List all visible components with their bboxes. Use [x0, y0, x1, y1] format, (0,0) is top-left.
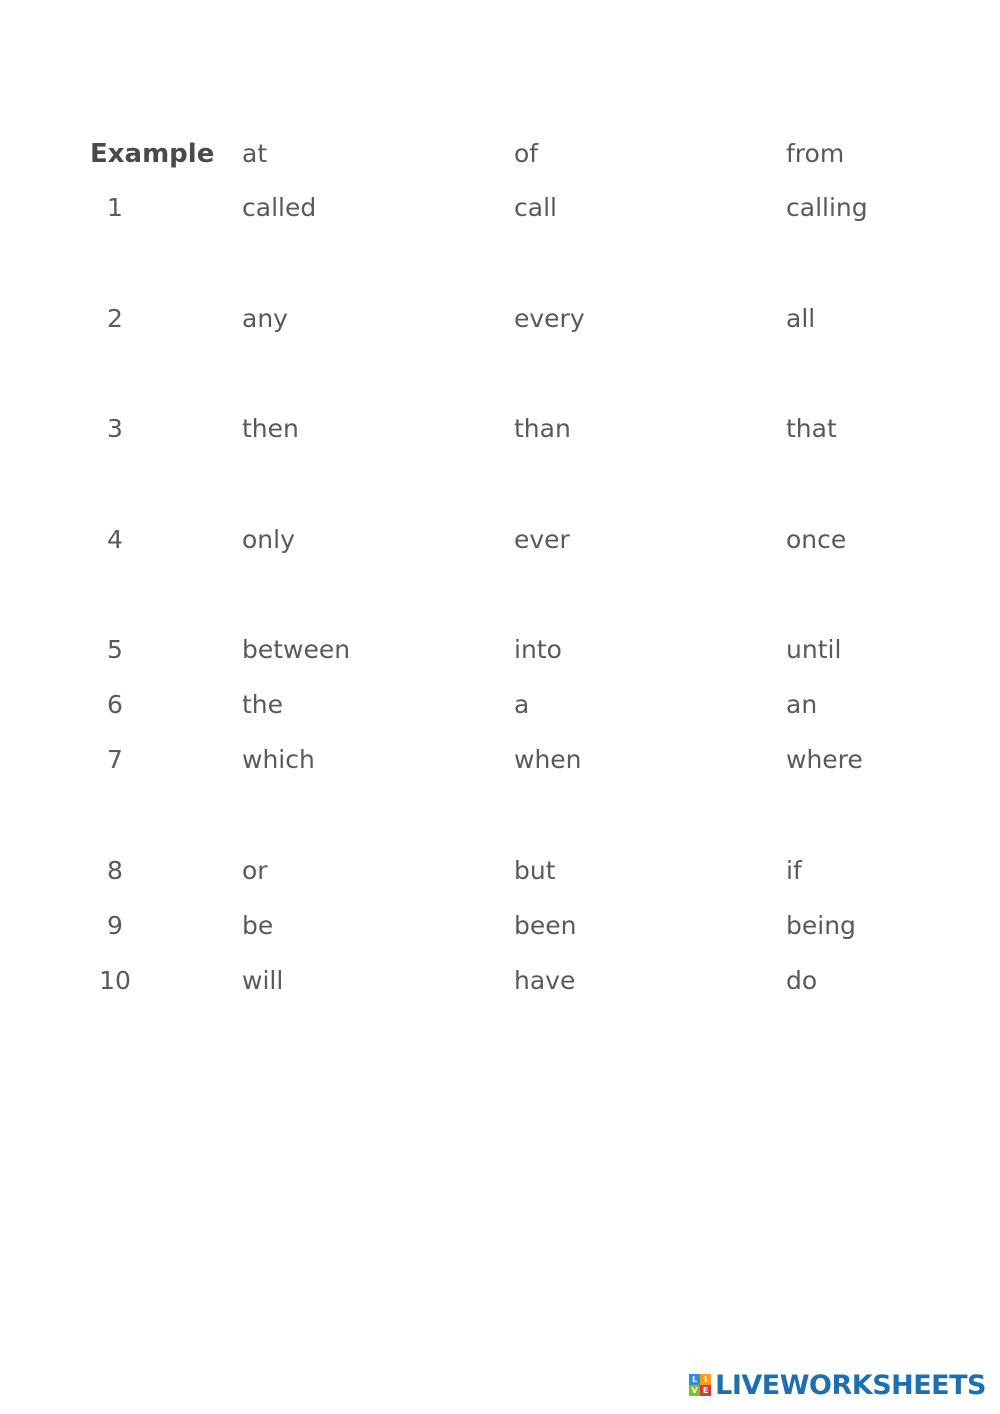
- word-option-1[interactable]: then: [242, 414, 299, 443]
- word-option-3[interactable]: once: [786, 525, 847, 554]
- word-option-1[interactable]: the: [242, 690, 284, 719]
- row-number: 9: [107, 911, 123, 940]
- logo-square: V: [689, 1385, 700, 1396]
- row-number: 3: [107, 414, 123, 443]
- row-number: 2: [107, 304, 123, 333]
- word-option-2[interactable]: ever: [514, 525, 570, 554]
- word-option-1[interactable]: any: [242, 304, 288, 333]
- word-row-4: [0, 520, 1000, 560]
- word-option-2[interactable]: have: [514, 966, 576, 995]
- word-option-1[interactable]: between: [242, 635, 351, 664]
- word-option-1[interactable]: which: [242, 745, 315, 774]
- word-row-2: [0, 299, 1000, 339]
- word-option-1[interactable]: only: [242, 525, 295, 554]
- row-number: 8: [107, 856, 123, 885]
- word-option-2[interactable]: than: [514, 414, 571, 443]
- word-option-3[interactable]: until: [786, 635, 842, 664]
- word-option-2[interactable]: been: [514, 911, 577, 940]
- word-option-1[interactable]: be: [242, 911, 274, 940]
- logo-square: I: [700, 1374, 711, 1385]
- word-option-2[interactable]: but: [514, 856, 556, 885]
- word-option-3[interactable]: an: [786, 690, 818, 719]
- word-row-1: [0, 188, 1000, 228]
- row-number: 7: [107, 745, 123, 774]
- word-option-2[interactable]: a: [514, 690, 530, 719]
- word-option-3[interactable]: do: [786, 966, 818, 995]
- brand-name: LIVEWORKSHEETS: [715, 1369, 986, 1401]
- word-option-3[interactable]: where: [786, 745, 863, 774]
- word-option-2[interactable]: every: [514, 304, 585, 333]
- liveworksheets-branding: [689, 1368, 986, 1402]
- word-row-6: [0, 685, 1000, 725]
- word-option-3[interactable]: being: [786, 911, 856, 940]
- row-number: 5: [107, 635, 123, 664]
- word-option-2[interactable]: when: [514, 745, 582, 774]
- row-number: 10: [99, 966, 131, 995]
- word-option-3[interactable]: all: [786, 304, 816, 333]
- word-option-3[interactable]: from: [786, 139, 845, 168]
- word-option-1[interactable]: called: [242, 193, 317, 222]
- word-option-1[interactable]: will: [242, 966, 284, 995]
- word-row-9: [0, 906, 1000, 946]
- word-row-5: [0, 630, 1000, 670]
- row-number: 4: [107, 525, 123, 554]
- word-option-1[interactable]: at: [242, 139, 268, 168]
- row-number: 6: [107, 690, 123, 719]
- word-option-3[interactable]: calling: [786, 193, 868, 222]
- word-row-10: [0, 961, 1000, 1001]
- word-option-1[interactable]: or: [242, 856, 268, 885]
- word-row-7: [0, 740, 1000, 780]
- word-option-2[interactable]: of: [514, 139, 539, 168]
- logo-square: E: [700, 1385, 711, 1396]
- word-option-2[interactable]: into: [514, 635, 562, 664]
- word-row-8: [0, 851, 1000, 891]
- word-row-example: [0, 134, 1000, 174]
- word-option-3[interactable]: if: [786, 856, 802, 885]
- word-option-2[interactable]: call: [514, 193, 557, 222]
- liveworksheets-logo-icon: [689, 1374, 711, 1396]
- logo-square: L: [689, 1374, 700, 1385]
- row-number: 1: [107, 193, 123, 222]
- row-label-example: Example: [90, 139, 215, 169]
- word-row-3: [0, 409, 1000, 449]
- word-option-3[interactable]: that: [786, 414, 837, 443]
